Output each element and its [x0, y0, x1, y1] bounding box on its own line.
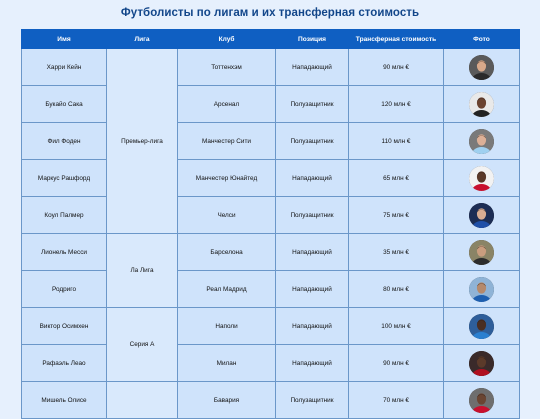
table-row [22, 49, 520, 86]
player-name: Лионель Месси [22, 234, 107, 271]
portrait-image [469, 277, 494, 302]
player-position: Нападающий [276, 308, 349, 345]
player-club: Арсенал [178, 86, 276, 123]
player-name: Рафаэль Леао [22, 345, 107, 382]
column-header-league[interactable]: Лига [107, 30, 178, 49]
player-photo-cell [444, 49, 520, 86]
player-name: Букайо Сака [22, 86, 107, 123]
player-value: 110 млн € [349, 123, 444, 160]
portrait-head [477, 60, 486, 71]
player-photo-cell [444, 197, 520, 234]
league-cell: Премьер-лига [107, 49, 178, 234]
portrait-image [469, 129, 494, 154]
column-header-club[interactable]: Клуб [178, 30, 276, 49]
portrait-image [469, 92, 494, 117]
player-position: Нападающий [276, 234, 349, 271]
column-header-name[interactable]: Имя [22, 30, 107, 49]
player-position: Нападающий [276, 271, 349, 308]
player-club: Наполи [178, 308, 276, 345]
player-club: Барселона [178, 234, 276, 271]
player-avatar [469, 129, 494, 154]
player-photo-cell [444, 345, 520, 382]
player-position: Полузащитник [276, 197, 349, 234]
column-header-position[interactable]: Позиция [276, 30, 349, 49]
table-body [22, 49, 520, 419]
portrait-image [469, 351, 494, 376]
portrait-image [469, 55, 494, 80]
player-club: Челси [178, 197, 276, 234]
table-row [22, 86, 520, 123]
player-avatar [469, 277, 494, 302]
table-row [22, 123, 520, 160]
player-club: Тоттенхэм [178, 49, 276, 86]
player-club: Бавария [178, 382, 276, 419]
player-avatar [469, 92, 494, 117]
table-row [22, 308, 520, 345]
player-photo-cell [444, 123, 520, 160]
portrait-image [469, 314, 494, 339]
player-photo-cell [444, 160, 520, 197]
league-cell: Серия А [107, 308, 178, 382]
player-club: Манчестер Сити [178, 123, 276, 160]
portrait-head [477, 208, 486, 219]
table-row [22, 345, 520, 382]
player-avatar [469, 314, 494, 339]
player-value: 80 млн € [349, 271, 444, 308]
player-value: 70 млн € [349, 382, 444, 419]
player-name: Фил Фоден [22, 123, 107, 160]
player-avatar [469, 240, 494, 265]
table-row [22, 382, 520, 419]
column-header-photo[interactable]: Фото [444, 30, 520, 49]
player-position: Нападающий [276, 345, 349, 382]
player-avatar [469, 55, 494, 80]
portrait-head [477, 319, 486, 330]
player-name: Коул Палмер [22, 197, 107, 234]
league-cell [107, 382, 178, 419]
player-club: Реал Мадрид [178, 271, 276, 308]
player-photo-cell [444, 271, 520, 308]
player-position: Полузащитник [276, 382, 349, 419]
player-photo-cell [444, 234, 520, 271]
portrait-head [477, 97, 486, 108]
table-row [22, 271, 520, 308]
portrait-head [477, 245, 486, 256]
portrait-head [477, 393, 486, 404]
player-value: 65 млн € [349, 160, 444, 197]
player-value: 75 млн € [349, 197, 444, 234]
player-value: 90 млн € [349, 345, 444, 382]
portrait-image [469, 203, 494, 228]
player-name: Виктор Осимхен [22, 308, 107, 345]
player-name: Маркус Рашфорд [22, 160, 107, 197]
player-name: Харри Кейн [22, 49, 107, 86]
table-row [22, 160, 520, 197]
player-club: Манчестер Юнайтед [178, 160, 276, 197]
player-value: 100 млн € [349, 308, 444, 345]
portrait-head [477, 282, 486, 293]
player-position: Полузащитник [276, 86, 349, 123]
table-header-row [22, 30, 520, 49]
player-name: Мишель Олисе [22, 382, 107, 419]
player-photo-cell [444, 86, 520, 123]
table-row [22, 234, 520, 271]
player-position: Нападающий [276, 49, 349, 86]
player-name: Родриго [22, 271, 107, 308]
player-photo-cell [444, 308, 520, 345]
portrait-image [469, 166, 494, 191]
player-avatar [469, 351, 494, 376]
portrait-image [469, 240, 494, 265]
player-photo-cell [444, 382, 520, 419]
player-avatar [469, 166, 494, 191]
player-value: 90 млн € [349, 49, 444, 86]
league-cell: Ла Лига [107, 234, 178, 308]
page-title: Футболисты по лигам и их трансферная стоимость [120, 7, 420, 19]
player-avatar [469, 203, 494, 228]
player-position: Полузащитник [276, 123, 349, 160]
portrait-image [469, 388, 494, 413]
player-value: 120 млн € [349, 86, 444, 123]
player-avatar [469, 388, 494, 413]
player-club: Милан [178, 345, 276, 382]
portrait-head [477, 134, 486, 145]
column-header-value[interactable]: Трансферная стоимость [349, 30, 444, 49]
portrait-head [477, 356, 486, 367]
players-table [21, 29, 520, 419]
table-row [22, 197, 520, 234]
portrait-head [477, 171, 486, 182]
player-position: Нападающий [276, 160, 349, 197]
player-value: 35 млн € [349, 234, 444, 271]
